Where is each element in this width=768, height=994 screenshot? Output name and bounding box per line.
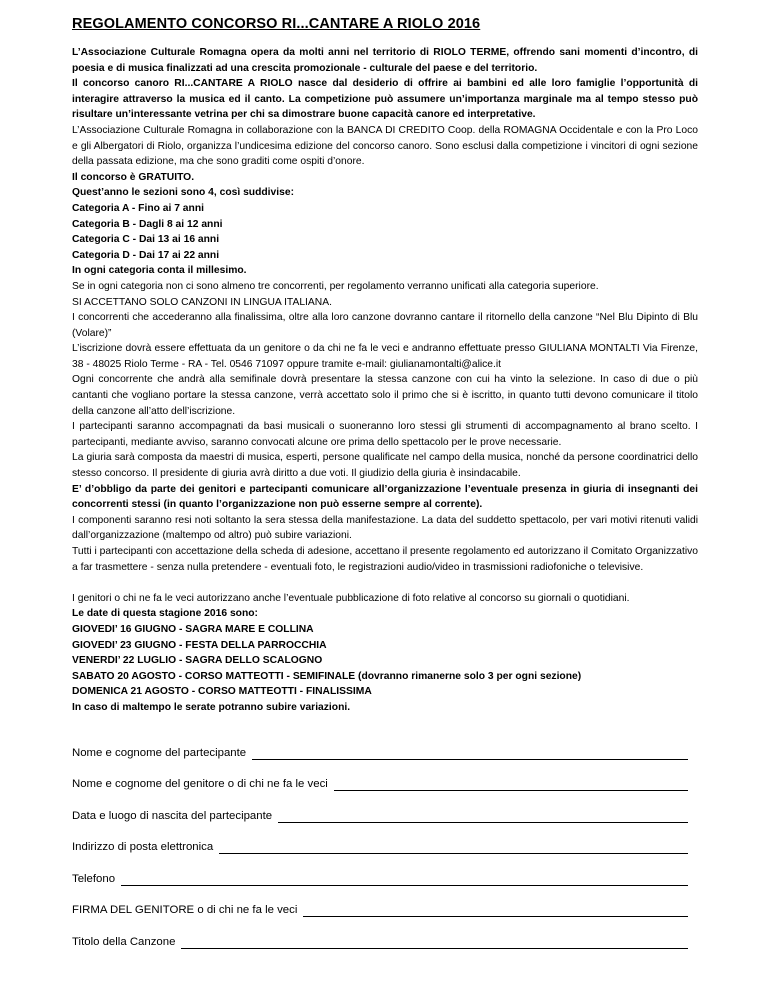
form-field-label: Titolo della Canzone bbox=[72, 935, 176, 948]
paragraph-spacer bbox=[72, 575, 698, 591]
paragraph: Se in ogni categoria non ci sono almeno tre concorrenti, per regolamento verranno unificati alla categoria superiore. bbox=[72, 280, 599, 292]
page-title: REGOLAMENTO CONCORSO RI...CANTARE A RIOLO 2016 bbox=[72, 16, 481, 32]
paragraph: I partecipanti saranno accompagnati da basi musicali o suoneranno loro stessi gli strumenti di accompagnamento al brano scelto. I partecipanti, mediante avviso, saranno convocati alcune ore prima dello spettacolo per le prove necessarie. bbox=[72, 421, 698, 448]
paragraph: Il concorso canoro RI...CANTARE A RIOLO nasce dal desiderio di offrire ai bambini ed alle loro famiglie l’opportunità di interagire attraverso la musica ed il canto. La competizione può assumere un’importanza marginale ma al tempo stesso può risultare un’interessante vetrina per chi sa dimostrare buone capacità canore ed interpretative. bbox=[72, 78, 698, 121]
paragraph: In caso di maltempo le serate potranno subire variazioni. bbox=[72, 701, 351, 713]
form-fill-line[interactable] bbox=[121, 872, 688, 886]
paragraph: GIOVEDI’ 23 GIUGNO - FESTA DELLA PARROCCHIA bbox=[72, 639, 327, 651]
paragraph: L’Associazione Culturale Romagna in collaborazione con la BANCA DI CREDITO Coop. della ROMAGNA Occidentale e con la Pro Loco e gli Albergatori di Riolo, organizza l’undicesima edizione del concorso canoro. Sono esclusi dalla competizione i vincitori di ogni sezione della passata edizione, ma che sono graditi come ospiti d’onore. bbox=[72, 124, 698, 168]
paragraph: VENERDI’ 22 LUGLIO - SAGRA DELLO SCALOGNO bbox=[72, 655, 323, 667]
form-row bbox=[72, 809, 698, 841]
paragraph: I genitori o chi ne fa le veci autorizzano anche l’eventuale pubblicazione di foto relative al concorso su giornali o quotidiani. bbox=[72, 592, 630, 604]
form-row bbox=[72, 840, 698, 872]
entry-form bbox=[72, 746, 698, 967]
paragraph: L’Associazione Culturale Romagna opera da molti anni nel territorio di RIOLO TERME, offrendo sani momenti d’incontro, di poesia e di musica finalizzati ad una crescita promozionale - culturale del paese e del territorio. bbox=[72, 47, 698, 74]
regulation-body bbox=[72, 45, 698, 716]
paragraph: Categoria C - Dai 13 ai 16 anni bbox=[72, 234, 220, 246]
form-field-label: Nome e cognome del partecipante bbox=[72, 746, 247, 759]
form-fill-line[interactable] bbox=[219, 840, 688, 854]
paragraph: SABATO 20 AGOSTO - CORSO MATTEOTTI - SEMIFINALE (dovranno rimanerne solo 3 per ogni sezione) bbox=[72, 670, 582, 682]
paragraph: Le date di questa stagione 2016 sono: bbox=[72, 608, 258, 620]
paragraph: Ogni concorrente che andrà alla semifinale dovrà presentare la stessa canzone con cui ha vinto la selezione. In caso di due o più cantanti che vogliano portare la stessa canzone, verrà accettato solo il primo che si è iscritto, in quanto tutti devono comunicare il titolo della canzone all’atto dell’iscrizione. bbox=[72, 374, 698, 417]
paragraph: Categoria B - Dagli 8 ai 12 anni bbox=[72, 218, 223, 230]
paragraph: I concorrenti che accederanno alla finalissima, oltre alla loro canzone dovranno cantare il ritornello della canzone “Nel Blu Dipinto di Blu (Volare)” bbox=[72, 312, 698, 339]
form-field-label: Telefono bbox=[72, 872, 116, 885]
paragraph: I componenti saranno resi noti soltanto la sera stessa della manifestazione. La data del suddetto spettacolo, per vari motivi ritenuti validi dall’organizzazione (maltempo od altro) può subire variazioni. bbox=[72, 514, 698, 542]
paragraph: Quest’anno le sezioni sono 4, così suddivise: bbox=[72, 187, 295, 199]
form-row bbox=[72, 872, 698, 904]
form-field-label: FIRMA DEL GENITORE o di chi ne fa le veci bbox=[72, 904, 298, 917]
paragraph: GIOVEDI’ 16 GIUGNO - SAGRA MARE E COLLINA bbox=[72, 623, 314, 635]
paragraph: Categoria A - Fino ai 7 anni bbox=[72, 202, 204, 214]
form-row bbox=[72, 935, 698, 967]
paragraph: DOMENICA 21 AGOSTO - CORSO MATTEOTTI - FINALISSIMA bbox=[72, 686, 372, 698]
paragraph: L’iscrizione dovrà essere effettuata da un genitore o da chi ne fa le veci e andranno effettuate presso GIULIANA MONTALTI Via Firenze, 38 - 48025 Riolo Terme - RA - Tel. 0546 71097 oppure tramite e-mail: giulianamontalti@alice.it bbox=[72, 343, 698, 370]
form-field-label: Data e luogo di nascita del partecipante bbox=[72, 809, 273, 822]
paragraph: E’ d’obbligo da parte dei genitori e partecipanti comunicare all’organizzazione l’eventuale presenza in giuria di insegnanti dei concorrenti stessi (in quanto l’organizzazione non può esserne sempre al corrente). bbox=[72, 483, 698, 511]
document-page bbox=[72, 16, 698, 966]
form-field-label: Nome e cognome del genitore o di chi ne fa le veci bbox=[72, 778, 328, 791]
paragraph: Categoria D - Dai 17 ai 22 anni bbox=[72, 249, 220, 261]
paragraph: Il concorso è GRATUITO. bbox=[72, 171, 195, 183]
form-fill-line[interactable] bbox=[278, 809, 688, 823]
paragraph: In ogni categoria conta il millesimo. bbox=[72, 265, 247, 277]
form-fill-line[interactable] bbox=[252, 746, 688, 760]
form-field-label: Indirizzo di posta elettronica bbox=[72, 841, 214, 854]
paragraph: La giuria sarà composta da maestri di musica, esperti, persone qualificate nel campo della musica, nonché da persone coordinatrici dello stesso concorso. Il presidente di giuria avrà diritto a due voti. Il giudizio della giuria è insindacabile. bbox=[72, 452, 698, 480]
paragraph: Tutti i partecipanti con accettazione della scheda di adesione, accettano il presente regolamento ed autorizzano il Comitato Organizzativo a far trasmettere - senza nulla pretendere - eventuali foto, le registrazioni audio/video in trasmissioni radiofoniche o televisive. bbox=[72, 546, 698, 573]
form-row bbox=[72, 903, 698, 935]
form-row bbox=[72, 746, 698, 778]
form-fill-line[interactable] bbox=[181, 935, 688, 949]
form-fill-line[interactable] bbox=[303, 903, 688, 917]
form-fill-line[interactable] bbox=[334, 777, 688, 791]
form-row bbox=[72, 777, 698, 809]
paragraph: SI ACCETTANO SOLO CANZONI IN LINGUA ITALIANA. bbox=[72, 296, 332, 308]
